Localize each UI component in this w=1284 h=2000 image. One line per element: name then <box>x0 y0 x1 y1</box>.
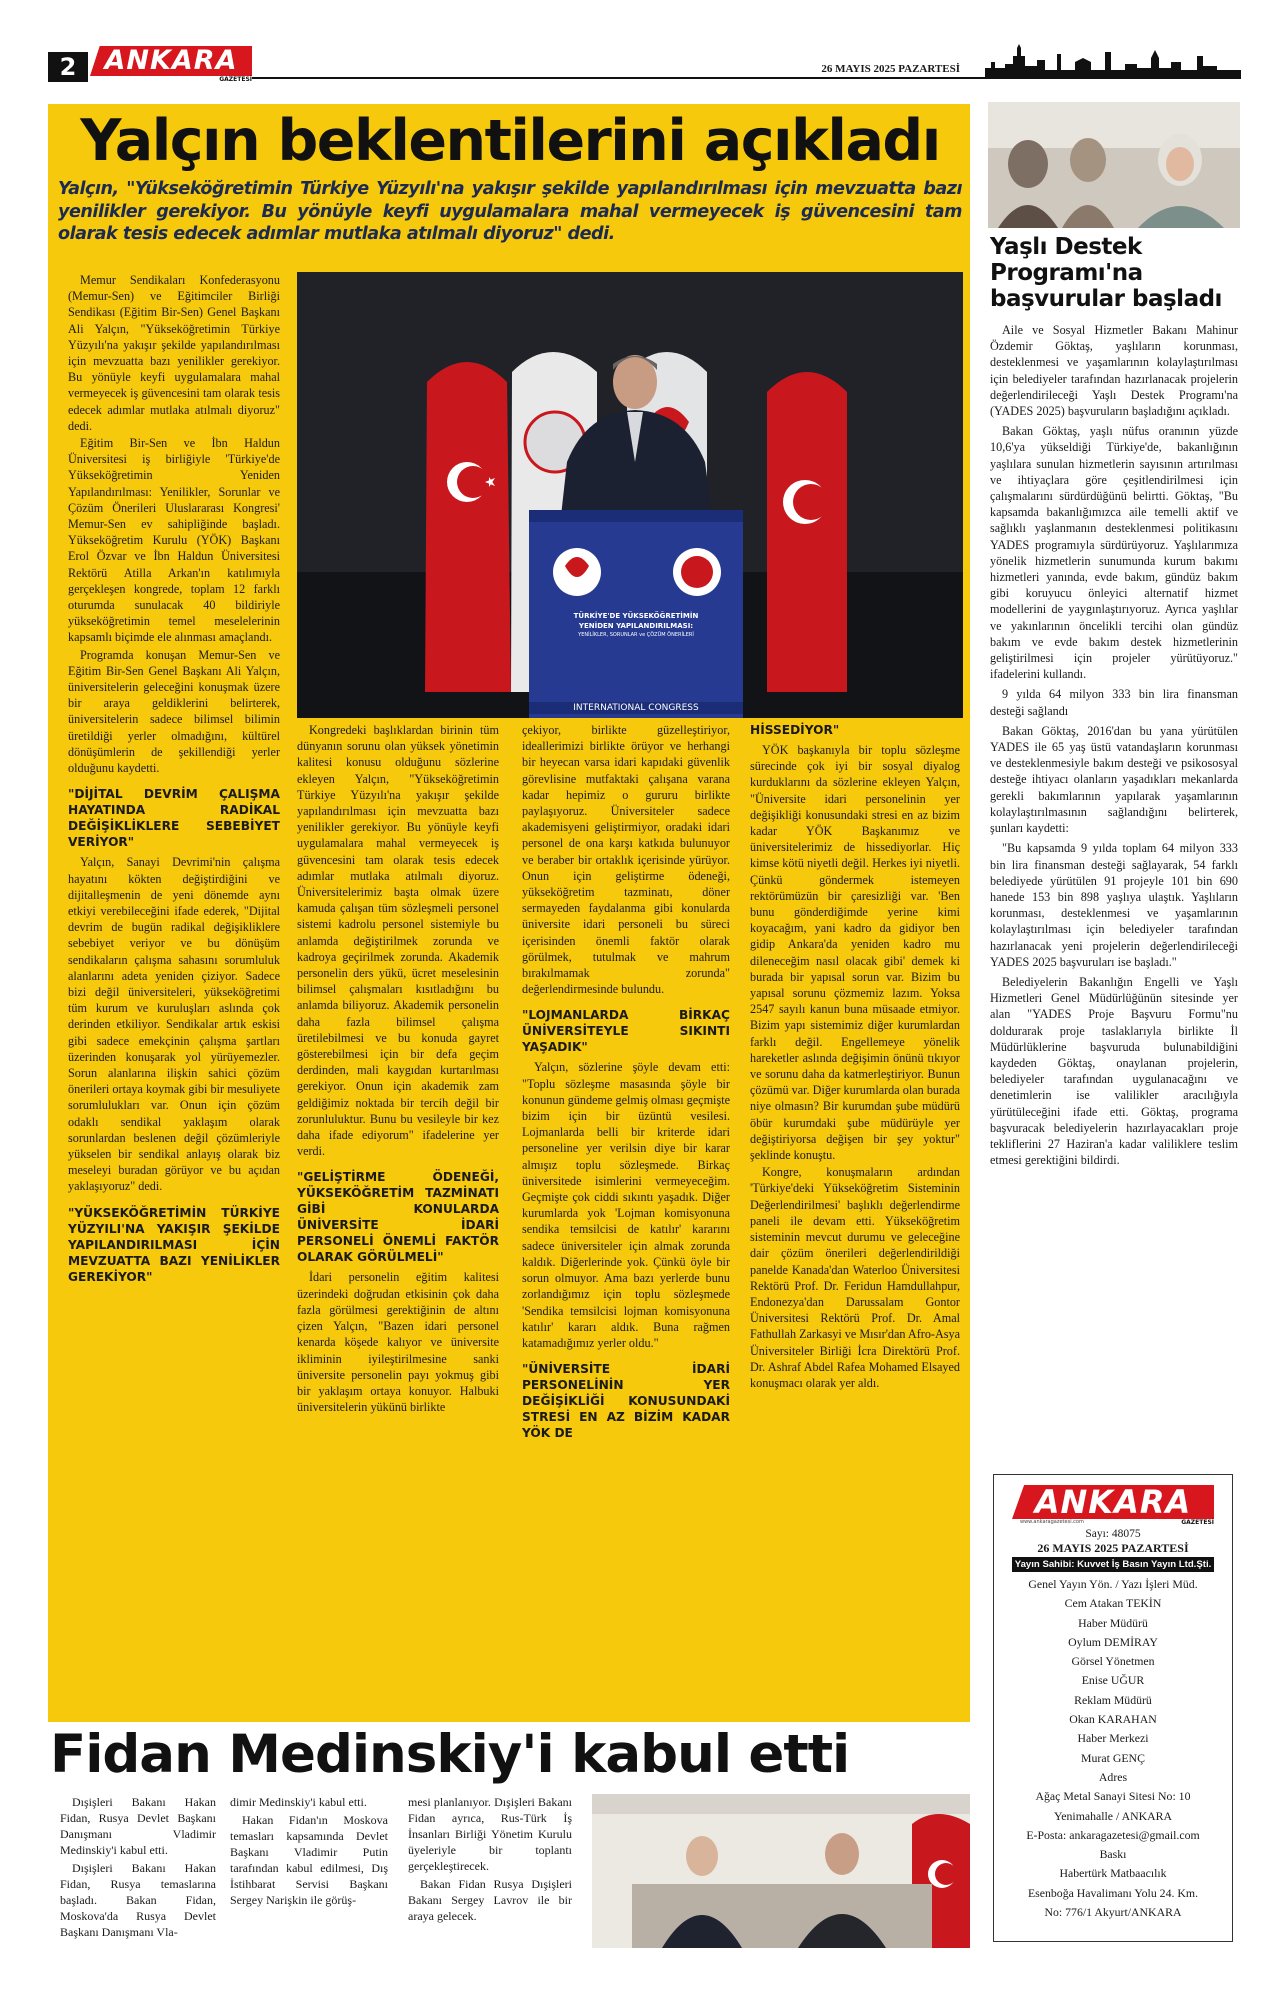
masthead-date: 26 MAYIS 2025 PAZARTESİ <box>821 63 960 75</box>
speaker-at-podium-image <box>297 272 963 718</box>
col1-paragraph: Memur Sendikaları Konfederasyonu (Memur-Sen) ve Eğitimciler Birliği Sendikası (Eğitim Bir-Sen) Genel Başkanı Ali Yalçın, "Yükseköğretimin Türkiye Yüzyılı'na yakışır şekilde yapılandırılması için mevzuatta bazı yenilikler gerekiyor. Bu yönüyle keyfi uygulamalara mahal vermeyecek iş güvencesini tam olarak tesis edecek adımlar mutlaka atılmalı diyoruz" dedi. <box>68 273 280 433</box>
bottom-col-1 <box>60 1794 216 1940</box>
imprint-line: Haber Müdürü <box>1078 1615 1148 1630</box>
col3-paragraph: çekiyor, birlikte güzelleştiriyor, ideallerimizi birlikte örüyor ve herhangi bir heyecan varsa idari kapıdaki güvenlik görevlisine mutfaktaki çalışana varana kadar hepimiz o gururu birlikte paylaşıyoruz. Üniversiteler sadece akademisyeni geliştirmiyor, oradaki idari personel de ona karşı katkıda bulunuyor ve beraber bir ortaklık içerisinde yürüyor. Onun için geliştirme ödeneği, yükseköğretim tazminatı, döner sermayeden faydalanma gibi konularda üniversite idari personeli bu süreci içerisinden önemli faktör olarak görülmek, tutulmak ve mahrum bırakılmamak zorunda" değerlendirmesinde bulundu. <box>522 723 730 997</box>
main-article-col-1 <box>68 272 280 1289</box>
imprint-owner: Yayın Sahibi: Kuvvet İş Basın Yayın Ltd.Şti. <box>1012 1557 1214 1572</box>
col2-subheading: "GELİŞTİRME ÖDENEĞİ, YÜKSEKÖĞRETİM TAZMİNATI GİBİ KONULARDA ÜNİVERSİTE İDARİ PERSONELİ ÖNEMLİ FAKTÖR OLARAK GÖRÜLMELİ" <box>297 1170 499 1265</box>
side-paragraph: "Bu kapsamda 9 yılda toplam 64 milyon 333 bin lira finansman desteği sağlayarak, 54 farklı belediyede yürütülen 91 projeyle 101 bin 690 hanede 153 bin 898 yaşlıya ulaştık. Yaşlıların korunması, desteklenmesi ve yaşamlarının kolaylaştırılması için belediyeler tarafından hazırlanacak yeni projelerin değerlendirileceği YADES 2025 başvuruları ise başladı." <box>990 841 1238 969</box>
main-deck: Yalçın, "Yükseköğretimin Türkiye Yüzyılı'na yakışır şekilde yapılandırılması için mevzuatta bazı yenilikler gerekiyor. Bu yönüyle keyfi uygulamalara mahal vermeyecek iş güvencesini tam olarak tesis edecek adımlar mutlaka atılmalı diyoruz" dedi. <box>58 179 962 244</box>
imprint-line: E-Posta: ankaragazetesi@gmail.com <box>1026 1827 1200 1842</box>
bottom-paragraph: dimir Medinskiy'i kabul etti. <box>230 1795 367 1809</box>
col1-paragraph: Yalçın, Sanayi Devrimi'nin çalışma hayatını kökten değiştirdiğini ve dijitalleşmenin de yeni dönemde aynı etkiyi verebileceğini ifade ederek, "Dijital devrim de bugün radikal değişikliklere sebebiyet veriyor ve bu dönüşüm sendikaların çalışma sahasını sorumluluk alanlarını adeta yeniden çiziyor. Sadece bizi değil üniversiteleri, yükseköğretimi tüm kurum ve kuruluşları aslında çok derinden etkiliyor. Sendikalar artık eskisi gibi sadece emekçinin çalışma şartları üzerinden konuşarak yol yürüyemezler. Sorun alanlarına ilişkin sahici çözüm önerileri ortaya koymak gibi bir mesuliyete sorumlulukları var. Onun için çözüm odaklı sendikal yaklaşım olarak sorunlardan beslenen değil çözümleriyle yükselen bir sendikal anlayış olarak biz meseleyi buradan görüyor ve bu açıdan yaklaşıyoruz" dedi. <box>68 855 280 1194</box>
bottom-col-2 <box>230 1794 388 1908</box>
imprint-line: No: 776/1 Akyurt/ANKARA <box>1044 1905 1182 1920</box>
col2-paragraph: Kongredeki başlıklardan birinin tüm dünyanın sorunu olan yüksek yönetimin kalitesi konusu olduğunu sözlerine ekleyen Yalçın, "Yükseköğretimin Türkiye Yüzyılı'na yakışır şekilde yapılandırılması için mevzuatta bazı yenilikler gerekiyor. Bu yönüyle keyfi uygulamalara mahal vermeyecek iş güvencesini tam olarak tesis edecek adımlar mutlaka atılmalı diyoruz. Üniversitelerimiz başta olmak üzere kamuda çalışan tüm sözleşmeli personel sistemi kadrolu personel sistemiyle bu anlamda değiştirilmek zorunda ve kadroya geçirilmek zorunda. Akademik personelin ders yükü, ücret meselesinin bilimsel çalışmaları kısıtladığını bu anlamda biliyoruz. Akademik personelin daha fazla bilimsel çalışma üretilebilmesi ve bu konuda gayret gösterebilmesi için bir defa geçim derdinden, mali kaygıdan kurtarılması gerekiyor. Onun için akademik zam geldiğimiz noktada bir tercih değil bir zorunluluktur. Bunu bu vesileyle bir kez daha ifade ediyorum" ifadelerine yer verdi. <box>297 723 499 1159</box>
imprint-logo-sub: GAZETESİ <box>1181 1519 1214 1526</box>
side-paragraph: Bakan Göktaş, yaşlı nüfus oranının yüzde 10,6'ya yükseldiği Türkiye'de, bakanlığının yaşlılara sunulan hizmetlerin sayısının artırılması ve ihtiyaçlara göre çeşitlendirilmesi için çalışmalarını sürdürdüğünü belirtti. Göktaş, "Bu kapsamda bakanlığımızca aile temelli aktif ve sağlıklı yaşlanmanın desteklenmesi politikasını YADES programıyla sürdürüyoruz. Yaşlılarımıza yönelik hizmetlerin sunumunda kurum bakımı hizmetleri yanında, evde bakım, gündüz bakım gibi koruyucu önleyici alternatif hizmet modellerini de yaygınlaştırıyoruz. Ayrıca yaşlılar ve yakınlarının öncelikli tercihi olan gündüz bakım ve evde bakım destek hizmetlerinin geliştirilmesi için projeler yürütüyoruz." ifadelerini kullandı. <box>990 424 1238 682</box>
imprint-line: Esenboğa Havalimanı Yolu 24. Km. <box>1027 1885 1199 1900</box>
page-number: 2 <box>59 53 77 81</box>
col4-paragraph: Kongre, konuşmaların ardından 'Türkiye'deki Yükseköğretim Sisteminin Değerlendirilmesi' başlıklı değerlendirme paneli ile devam etti. Yükseköğretim sisteminin mevcut durumu ve geleceğine dair çözüm önerileri değerlendirildiği panelde Kanada'dan Waterloo Üniversitesi Rektörü Prof. Dr. Feridun Hamdullahpur, Endonezya'dan Darussalam Gontor Üniversitesi Rektörü Prof. Dr. Amal Fathullah Zarkasyi ve Mısır'dan Afro-Asya Üniversiteler Birliği İcra Direktörü Prof. Dr. Ashraf Abdel Rafea Mohamed Elsayed konuşmacı olarak yer aldı. <box>750 1165 961 1390</box>
imprint-line: Habertürk Matbaacılık <box>1059 1866 1167 1881</box>
imprint-line: Adres <box>1098 1769 1128 1784</box>
bottom-paragraph: Dışişleri Bakanı Hakan Fidan, Rusya temaslarına başladı. Bakan Fidan, Moskova'da Rusya Devlet Başkanı Danışmanı Vla- <box>60 1861 216 1939</box>
col4-subheading: HİSSEDİYOR" <box>750 723 840 737</box>
bottom-col-3 <box>408 1794 572 1924</box>
main-photo <box>297 272 963 718</box>
bottom-photo <box>592 1794 970 1948</box>
bottom-headline: Fidan Medinskiy'i kabul etti <box>50 1724 850 1785</box>
imprint-line: Yenimahalle / ANKARA <box>1053 1808 1173 1823</box>
imprint-date: 26 MAYIS 2025 PAZARTESİ <box>1037 1541 1189 1555</box>
podium-congress: INTERNATIONAL CONGRESS <box>529 702 743 714</box>
main-article-col-2 <box>297 722 499 1415</box>
imprint-issue: Sayı: 48075 <box>1085 1528 1141 1540</box>
women-meeting-image <box>988 102 1240 228</box>
side-photo <box>988 102 1240 228</box>
logo-text: ANKARA <box>104 45 238 76</box>
imprint-line: Genel Yayın Yön. / Yazı İşleri Müd. <box>1028 1577 1198 1591</box>
podium-text-3: YENİLİKLER, SORUNLAR ve ÇÖZÜM ÖNERİLERİ <box>578 632 694 638</box>
col4-paragraph: YÖK başkanıyla bir toplu sözleşme sürecinde çok iyi bir sosyal diyalog kurduklarını da sözlerine ekleyen Yalçın, "Üniversite idari personelinin yer değişikliği konusundaki stresi en az bizim kadar YÖK Başkanımız ve üniversitelerimiz de hissediyorlar. Hiç kimse kötü niyetli değil. Herkes iyi niyetli. Çünkü göndermek istemeyen rektörümüzün bir çaresizliği var. 'Ben bunu gönderdiğimde yerine kimi koyacağım, yani kadro da gidiyor ben gidip Ankara'da yeniden kadro mu dileneceğim nasıl olacak gibi' demek ki burada bir yapısal sorun var. Bizim bu yapısal sorunu çözmemiz lazım. Yoksa 2547 sayılı kanun buna müsaade etmiyor. Bizim yapı sistemimiz diğer kurumlardan farklı değil. Engellemeye yönelik hareketler aslında değişimin önünü tıkıyor ve sorunu daha da katmerleştiriyor. Bunun çözümü var. Diğer kurumlarda olan burada niye olmasın? Bir kurumdan şube müdürü öbür kurumdaki şube müdürüyle yer değiştiriyorsa değişen bir şey yoktur" şeklinde konuştu. <box>750 743 960 1163</box>
col2-paragraph: İdari personelin eğitim kalitesi üzerindeki doğrudan etkisinin çok daha fazla görülmesi gerektiğinin de altını çizen Yalçın, "Bazen idari personel kenarda köşede kalıyor ve üniversite ikliminin iyileştirilmesine sanki üniversite personelin payı yokmuş gibi bir yaklaşım ortaya konuyor. Halbuki üniversitelerin yükünü birlikte <box>297 1270 499 1415</box>
side-paragraph: Bakan Göktaş, 2016'dan bu yana yürütülen YADES ile 65 yaş üstü vatandaşların korunması ve desteklenmesiyle bakım desteği ve psikososyal desteğe ihtiyacı olanların yaşadıkları mekanlarda gerekli bakımlarının yapılarak yaşamlarının kolaylaştırılmasının sağlandığını belirterek, şunları kaydetti: <box>990 723 1238 836</box>
col1-subheading: "DİJİTAL DEVRİM ÇALIŞMA HAYATINDA RADİKAL DEĞİŞİKLİKLERE SEBEBİYET VERİYOR" <box>68 787 280 850</box>
imprint-line: Okan KARAHAN <box>1069 1712 1157 1727</box>
imprint-line: Ağaç Metal Sanayi Sitesi No: 10 <box>1035 1789 1191 1804</box>
side-paragraph: Aile ve Sosyal Hizmetler Bakanı Mahinur Özdemir Göktaş, yaşlıların korunması, desteklenmesi ve yaşamlarının kolaylaştırılması için belediyeler tarafından hazırlanacak projelerin değerlendirileceği Yaşlı Destek Programı'na (YADES 2025) başvuruların başladığını açıkladı. <box>990 323 1238 419</box>
bottom-paragraph: Hakan Fidan'ın Moskova temasları kapsamında Devlet Başkanı Vladimir Putin tarafından kabul edilmesi, Dış İstihbarat Servisi Başkanı Sergey Narişkin ile görüş- <box>230 1813 388 1907</box>
col1-paragraph: Programda konuşan Memur-Sen ve Eğitim Bir-Sen Genel Başkanı Ali Yalçın, üniversitelerin geleceğini konuşmak üzere bir araya geldiklerini belirterek, üniversitelerin sadece bilimsel bilimin üretildiği yerler olmadığını, kültürel dönüşümlerin de şekillendiği yerler olduğunu kaydetti. <box>68 647 280 776</box>
bottom-paragraph: Dışişleri Bakanı Hakan Fidan, Rusya Devlet Başkanı Danışmanı Vladimir Medinskiy'i kabul etti. <box>60 1795 216 1857</box>
main-article-col-4 <box>750 722 960 1391</box>
imprint-line: Görsel Yönetmen <box>1071 1654 1155 1669</box>
podium-text-2: YENİDEN YAPILANDIRILMASI: <box>578 622 694 630</box>
col3-subheading: "ÜNİVERSİTE İDARİ PERSONELİNİN YER DEĞİŞİKLİĞİ KONUSUNDAKİ STRESİ EN AZ BİZİM KADAR YÖK DE <box>522 1362 730 1441</box>
imprint-logo <box>1012 1485 1214 1527</box>
col3-paragraph: Yalçın, sözlerine şöyle devam etti: "Toplu sözleşme masasında şöyle bir konunun gündeme gelmiş olması geçmişte bizim için bir üzüntü vesilesi. Lojmanlarda belli bir kriterde idari personeline yer verilsin diye bir karar almışız toplu sözleşmede. Birkaç üniversitede isimlerini vermeyeceğim. Geçmişte çok ciddi sıkıntı yaşadık. Diğer kurumlarda yok 'Lojman komisyonuna sendika temsilcisi de katılır' kararını sadece üniversiteler için almak zorunda kaldık. Diğerlerinde yok. Çünkü öyle bir sorun olmuyor. Ama bazı yerlerde bunu zorlandığımız için toplu sözleşmede 'Sendika temsilcisi lojman komisyonuna katılır' kararı aldık. Buna rağmen katamadığımız yerler oldu." <box>522 1060 730 1350</box>
city-skyline-graphic <box>965 44 1241 79</box>
col1-subheading: "YÜKSEKÖĞRETİMİN TÜRKİYE YÜZYILI'NA YAKIŞIR ŞEKİLDE YAPILANDIRILMASI İÇİN MEVZUATTA BAZI YENİLİKLER GEREKİYOR" <box>68 1205 280 1284</box>
imprint-staff-list <box>994 1575 1232 1922</box>
side-subheading: 9 yılda 64 milyon 333 bin lira finansman desteği sağlandı <box>990 687 1238 718</box>
imprint-line: Baskı <box>1099 1847 1127 1862</box>
imprint-logo-text: ANKARA <box>1034 1483 1192 1521</box>
imprint-line: Reklam Müdürü <box>1074 1692 1152 1707</box>
imprint-line: Haber Merkezi <box>1077 1731 1149 1746</box>
col1-paragraph: Eğitim Bir-Sen ve İbn Haldun Üniversitesi iş birliğiyle 'Türkiye'de Yükseköğretimin Yeniden Yapılandırılması: Yenilikler, Sorunlar ve Çözüm Önerileri Uluslararası Kongresi' Memur-Sen ev sahipliğinde başladı. Yükseköğretim Kurulu (YÖK) Başkanı Erol Özvar ve İbn Haldun Üniversitesi Rektörü Atilla Arkan'ın katılımıyla gerçekleşen kongrede, toplam 12 farklı oturumda sunulacak 40 bildiriyle yükseköğretimin temel meselelerinin kapsamlı biçimde ele alınması amaçlandı. <box>68 436 280 645</box>
bottom-paragraph: Bakan Fidan Rusya Dışişleri Bakanı Sergey Lavrov ile bir araya gelecek. <box>408 1877 572 1923</box>
podium-text-1: TÜRKİYE'DE YÜKSEKÖĞRETİMİN <box>573 612 699 620</box>
bottom-paragraph: mesi planlanıyor. Dışişleri Bakanı Fidan ayrıca, Rus-Türk İş İnsanları Birliği Yönetim Kurulu üyeleriyle bir toplantı gerçekleştirecek. <box>408 1795 572 1873</box>
imprint-logo-url: www.ankaragazetesi.com <box>1020 1519 1084 1525</box>
imprint-line: Murat GENÇ <box>1081 1750 1145 1765</box>
imprint-box <box>993 1474 1233 1942</box>
handshake-meeting-image <box>592 1794 970 1948</box>
masthead-logo <box>90 46 252 82</box>
col3-subheading: "LOJMANLARDA BİRKAÇ ÜNİVERSİTEYLE SIKINTI YAŞADIK" <box>522 1008 730 1055</box>
main-headline: Yalçın beklentilerini açıkladı <box>80 108 940 174</box>
side-headline: Yaşlı Destek Programı'na başvurular başladı <box>990 234 1222 312</box>
imprint-line: Oylum DEMİRAY <box>1068 1634 1158 1649</box>
logo-sub: GAZETESİ <box>219 76 252 83</box>
main-article-col-3 <box>522 722 730 1445</box>
side-paragraph: Belediyelerin Bakanlığın Engelli ve Yaşlı Hizmetleri Genel Müdürlüğünün sitesinde yer alan "YADES Proje Başvuru Formu"nu doldurarak proje taslaklarıyla birlikte İl Müdürlüklerine başvuruda bulunabildiğini kaydeden Göktaş, onaylanan projelerin, belediyeler tarafından uygulanacağını ve denetimlerin ise valilikler aracılığıyla yürütüleceğini ifade etti. Göktaş, programa başvuracak belediyelerin hazırlayacakları proje tekliflerini 27 Haziran'a kadar valiliklere teslim etmesi gerektiğini bildirdi. <box>990 974 1238 1168</box>
imprint-line: Cem Atakan TEKİN <box>1064 1596 1162 1611</box>
imprint-line: Enise UĞUR <box>1081 1673 1145 1688</box>
side-article-body <box>990 322 1238 1168</box>
